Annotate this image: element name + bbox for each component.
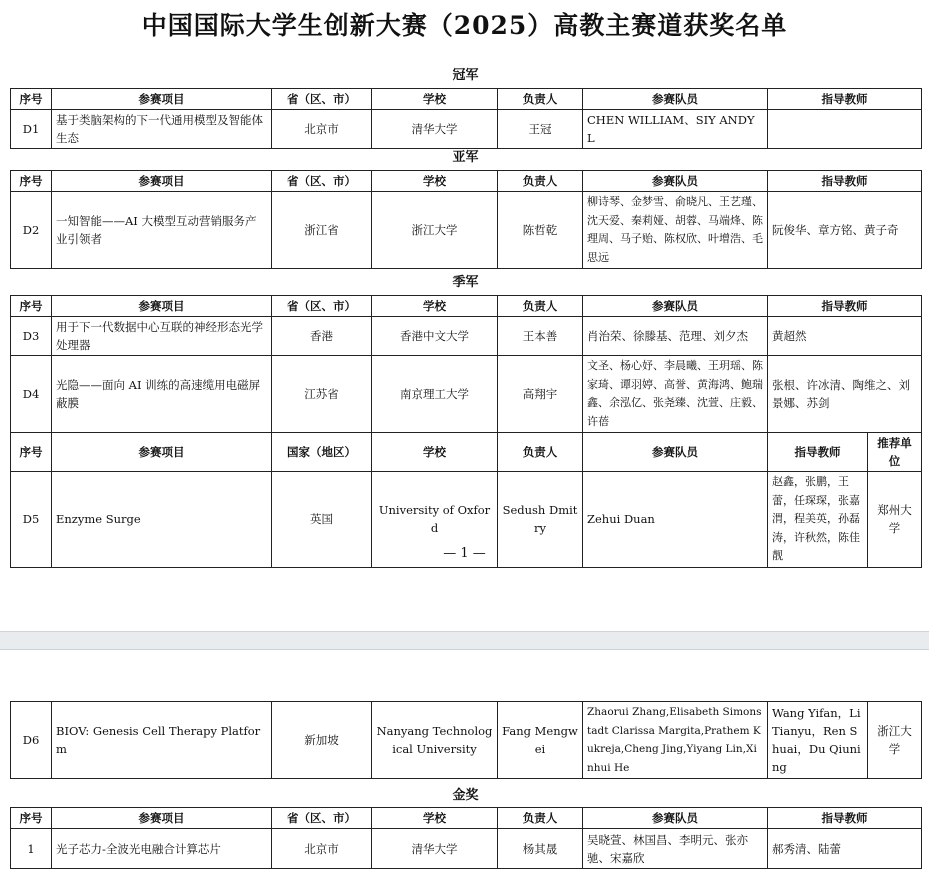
cell-no: D1 [11, 110, 52, 149]
gold-table [10, 807, 922, 869]
header-no: 序号 [11, 89, 52, 110]
header-leader: 负责人 [498, 433, 583, 472]
header-no: 序号 [11, 808, 52, 829]
header-no: 序号 [11, 433, 52, 472]
table-row [11, 317, 922, 356]
table-header-row [11, 808, 922, 829]
header-school: 学校 [372, 296, 498, 317]
cell-province: 香港 [272, 317, 372, 356]
runner-up-table [10, 170, 922, 269]
cell-members: Zhaorui Zhang,Elisabeth Simonstadt Clarissa Margita,Prathem Kukreja,Cheng Jing,Yiyang Lin,Xinhui He [583, 702, 768, 779]
section-title-champion: 冠军 [452, 68, 479, 83]
header-leader: 负责人 [498, 296, 583, 317]
cell-advisors: Wang Yifan，Li Tianyu，Ren Shuai，Du Qiuning [768, 702, 868, 779]
table-row [11, 110, 922, 149]
cell-province: 浙江省 [272, 192, 372, 269]
champion-table [10, 88, 922, 149]
header-school: 学校 [372, 171, 498, 192]
cell-advisors [768, 110, 922, 149]
header-recommender: 推荐单位 [868, 433, 922, 472]
cell-no: D3 [11, 317, 52, 356]
header-school: 学校 [372, 808, 498, 829]
cell-leader: 王本善 [498, 317, 583, 356]
header-project: 参赛项目 [52, 89, 272, 110]
cell-school: 清华大学 [372, 829, 498, 869]
cell-no: D2 [11, 192, 52, 269]
table-row [11, 702, 922, 779]
header-school: 学校 [372, 433, 498, 472]
cell-members: CHEN WILLIAM、SIY ANDY L [583, 110, 768, 149]
cell-leader: Fang Mengwei [498, 702, 583, 779]
cell-leader: 高翔宇 [498, 356, 583, 433]
cell-recommender: 郑州大学 [868, 472, 922, 568]
header-leader: 负责人 [498, 171, 583, 192]
header-advisors: 指导教师 [768, 171, 922, 192]
header-members: 参赛队员 [583, 433, 768, 472]
header-province: 省（区、市） [272, 171, 372, 192]
cell-members: Zehui Duan [583, 472, 768, 568]
header-advisors: 指导教师 [768, 808, 922, 829]
cell-project: 光子芯力-全波光电融合计算芯片 [52, 829, 272, 869]
cell-school: 清华大学 [372, 110, 498, 149]
third-place-table-continued [10, 701, 922, 779]
table-row [11, 829, 922, 869]
cell-project: BIOV: Genesis Cell Therapy Platform [52, 702, 272, 779]
document-title: 中国国际大学生创新大赛（2025）高教主赛道获奖名单 [141, 11, 788, 40]
header-members: 参赛队员 [583, 808, 768, 829]
cell-school: 香港中文大学 [372, 317, 498, 356]
header-province: 省（区、市） [272, 808, 372, 829]
cell-advisors: 郝秀清、陆蕾 [768, 829, 922, 869]
cell-country: 新加坡 [272, 702, 372, 779]
section-title-gold: 金奖 [452, 788, 479, 803]
header-members: 参赛队员 [583, 296, 768, 317]
table-header-row [11, 296, 922, 317]
cell-no: D4 [11, 356, 52, 433]
cell-advisors: 阮俊华、章方铭、黄子奇 [768, 192, 922, 269]
header-advisors: 指导教师 [768, 433, 868, 472]
cell-recommender: 浙江大学 [868, 702, 922, 779]
table-row [11, 192, 922, 269]
header-project: 参赛项目 [52, 433, 272, 472]
header-members: 参赛队员 [583, 89, 768, 110]
cell-members: 文圣、杨心妤、李晨曦、王玥瑶、陈家琦、谭羽婷、高誉、黄海鸿、鲍瑞鑫、余泓亿、张尧臻、沈萱、庄毅、许蓓 [583, 356, 768, 433]
cell-advisors: 张根、许冰清、陶维之、刘景娜、苏剑 [768, 356, 922, 433]
cell-project: Enzyme Surge [52, 472, 272, 568]
cell-project: 基于类脑架构的下一代通用模型及智能体生态 [52, 110, 272, 149]
cell-leader: 陈哲乾 [498, 192, 583, 269]
header-province: 省（区、市） [272, 296, 372, 317]
table-header-row [11, 89, 922, 110]
cell-school: University of Oxford [372, 472, 498, 568]
section-title-runner-up: 亚军 [452, 150, 479, 165]
cell-leader: 杨其晟 [498, 829, 583, 869]
header-no: 序号 [11, 171, 52, 192]
header-school: 学校 [372, 89, 498, 110]
cell-province: 江苏省 [272, 356, 372, 433]
cell-no: 1 [11, 829, 52, 869]
table-header-row [11, 171, 922, 192]
header-project: 参赛项目 [52, 808, 272, 829]
cell-project: 用于下一代数据中心互联的神经形态光学处理器 [52, 317, 272, 356]
cell-leader: 王冠 [498, 110, 583, 149]
header-members: 参赛队员 [583, 171, 768, 192]
cell-no: D5 [11, 472, 52, 568]
header-province: 省（区、市） [272, 89, 372, 110]
cell-school: 南京理工大学 [372, 356, 498, 433]
header-project: 参赛项目 [52, 171, 272, 192]
header-project: 参赛项目 [52, 296, 272, 317]
cell-project: 一知智能——AI 大模型互动营销服务产业引领者 [52, 192, 272, 269]
cell-advisors: 赵鑫，张鹏，王蕾，任琛琛，张嘉渭，程美英，孙磊涛，许秋然，陈佳靓 [768, 472, 868, 568]
header-advisors: 指导教师 [768, 296, 922, 317]
header-country: 国家（地区） [272, 433, 372, 472]
table-row [11, 356, 922, 433]
header-leader: 负责人 [498, 808, 583, 829]
cell-school: Nanyang Technological University [372, 702, 498, 779]
cell-no: D6 [11, 702, 52, 779]
cell-members: 柳诗琴、金梦雪、俞晓凡、王艺瑾、沈天爱、秦莉娅、胡蓉、马端烽、陈理周、马子贻、陈权欣、叶增浩、毛思远 [583, 192, 768, 269]
page-separator [0, 631, 929, 650]
header-advisors: 指导教师 [768, 89, 922, 110]
section-title-third: 季军 [452, 275, 479, 290]
cell-country: 英国 [272, 472, 372, 568]
cell-project: 光隐——面向 AI 训练的高速缆用电磁屏蔽膜 [52, 356, 272, 433]
cell-advisors: 黄超然 [768, 317, 922, 356]
third-place-table [10, 295, 922, 568]
cell-school: 浙江大学 [372, 192, 498, 269]
header-no: 序号 [11, 296, 52, 317]
cell-leader: Sedush Dmitry [498, 472, 583, 568]
document-page-2 [0, 650, 929, 865]
page-number: — 1 — [443, 546, 486, 561]
header-leader: 负责人 [498, 89, 583, 110]
cell-province: 北京市 [272, 829, 372, 869]
cell-members: 肖治荣、徐滕基、范理、刘夕杰 [583, 317, 768, 356]
cell-province: 北京市 [272, 110, 372, 149]
cell-members: 吴晓萱、林国昌、李明元、张亦驰、宋嘉欣 [583, 829, 768, 869]
table-header-row-international [11, 433, 922, 472]
